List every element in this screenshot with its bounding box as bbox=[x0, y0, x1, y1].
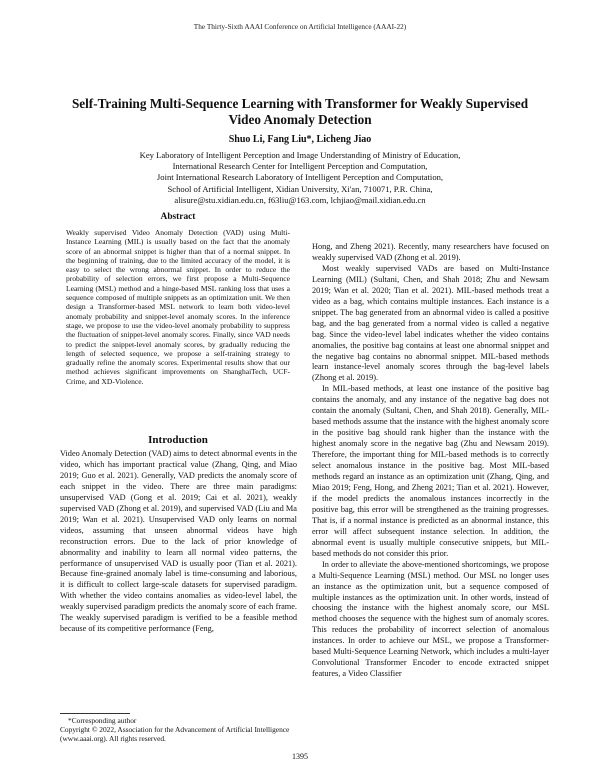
conference-header: The Thirty-Sixth AAAI Conference on Artificial Intelligence (AAAI-22) bbox=[193, 22, 407, 31]
intro-paragraph: Hong, and Zheng 2021). Recently, many researchers have focused on weakly supervised VAD (Zhong et al. 2019). bbox=[312, 242, 549, 262]
author-emails: alisure@stu.xidian.edu.cn, f63liu@163.com, lchjiao@mail.xidian.edu.cn bbox=[174, 194, 426, 205]
page-number: 1395 bbox=[292, 752, 308, 761]
copyright-note: Copyright © 2022, Association for the Advancement of Artificial Intelligence (www.aaai.org). All rights reserved. bbox=[60, 725, 290, 744]
footnote bbox=[60, 716, 297, 744]
affiliation-line: Joint International Research Laboratory of Intelligent Perception and Computation, bbox=[156, 172, 444, 183]
intro-paragraph: In order to alleviate the above-mentioned shortcomings, we propose a Multi-Sequence Learning (MSL) method. Our MSL no longer uses an instance as the optimization unit, but a sequence composed of multiple instances as the optimization unit. In other words, instead of choosing the instance with the highest anomaly score, our MSL method chooses the sequence with the highest sum of anomaly scores. This reduces the probability of incorrect selection of anomalous instances. In order to achieve our MSL, we propose a Transformer-based Multi-Sequence Learning Network, which includes a multi-layer Convolutional Transformer Encoder to encode extracted snippet features, a Video Classifier bbox=[312, 559, 549, 679]
affiliations bbox=[60, 150, 540, 206]
footnote-rule bbox=[60, 713, 130, 714]
intro-paragraph: Video Anomaly Detection (VAD) aims to detect abnormal events in the video, which has important practical value (Zhang, Qing, and Miao 2019; Guo et al. 2021). Generally, VAD predicts the anomaly score of each snippet in the video. There are three main paradigms: unsupervised VAD (Gong et al. 2019; Cai et al. 2021), weakly supervised VAD (Zhong et al. 2019), and supervised VAD (Liu and Ma 2019; Wan et al. 2021). Unsupervised VAD only learns on normal videos, assuming that unseen abnormal videos have high reconstruction errors. Due to the lack of prior knowledge of abnormality and inability to learn all normal video patterns, the performance of unsupervised VAD is usually poor (Tian et al. 2021). Because fine-grained anomaly label is time-consuming and laborious, it is difficult to collect large-scale datasets for supervised paradigm. With whether the video contains anomalies as video-level label, the weakly supervised paradigm predicts the anomaly score of each frame. The weakly supervised paradigm is verified to be a feasible method because of its competitive performance (Feng, bbox=[60, 449, 297, 634]
abstract-heading: Abstract bbox=[160, 212, 196, 222]
abstract-text: Weakly supervised Video Anomaly Detection (VAD) using Multi-Instance Learning (MIL) is usually based on the fact that the anomaly score of an abnormal snippet is higher than that of a normal snippet. In the beginning of training, due to the limited accuracy of the model, it is easy to select the wrong abnormal snippet. In order to reduce the probability of selection errors, we first propose a Multi-Sequence Learning (MSL) method and a hinge-based MSL ranking loss that uses a sequence composed of multiple snippets as an optimization unit. We then design a Transformer-based MSL network to learn both video-level anomaly probability and snippet-level anomaly scores. In the inference stage, we propose to use the video-level anomaly probability to suppress the fluctuation of snippet-level anomaly scores. Finally, since VAD needs to predict the snippet-level anomaly scores, by gradually reducing the length of selected sequence, we propose a self-training strategy to gradually refine the anomaly scores. Experimental results show that our method achieves significant improvements on ShanghaiTech, UCF-Crime, and XD-Violence. bbox=[66, 228, 290, 386]
right-column-body bbox=[312, 242, 549, 680]
left-column-body bbox=[60, 449, 297, 635]
paper-title: Self-Training Multi-Sequence Learning with Transformer for Weakly Supervised Video Anomaly Detection bbox=[71, 96, 529, 127]
corresponding-author-note: *Corresponding author bbox=[68, 716, 137, 725]
affiliation-line: School of Artificial Intelligent, Xidian University, Xi'an, 710071, P.R. China, bbox=[167, 183, 433, 194]
affiliation-line: Key Laboratory of Intelligent Perception and Image Understanding of Ministry of Education, bbox=[139, 150, 461, 160]
intro-paragraph: Most weakly supervised VADs are based on Multi-Instance Learning (MIL) (Sultani, Chen, and Shah 2018; Zhu and Newsam 2019; Wan et al. 2020; Tian et al. 2021). MIL-based methods treat a video as a bag, which contains multiple instances. Each instance is a snippet. The bag generated from an abnormal video is called a positive bag, and the bag generated from a normal video is called a negative bag. Since the video-level label indicates whether the video contains anomalies, the positive bag contains at least one abnormal snippet and the negative bag contains no abnormal snippet. MIL-based methods learn instance-level anomaly scores through the bag-level labels (Zhong et al. 2019). bbox=[312, 263, 549, 383]
introduction-heading: Introduction bbox=[148, 434, 208, 446]
affiliation-line: International Research Center for Intelligent Perception and Computation, bbox=[172, 161, 428, 172]
intro-paragraph: In MIL-based methods, at least one instance of the positive bag contains the anomaly, and any instance of the negative bag does not contain the anomaly (Sultani, Chen, and Shah 2018). Generally, MIL-based methods assume that the instance with the highest anomaly score in the positive bag should rank higher than the instance with the highest anomaly score in the negative bag (Zhu and Newsam 2019). Therefore, the important thing for MIL-based methods is to correctly select anomalous instance in the positive bag. Most MIL-based methods regard an instance as an optimization unit (Zhang, Qing, and Miao 2019; Feng, Hong, and Zheng 2021; Tian et al. 2021). However, if the model predicts the anomalous instances incorrectly in the positive bag, this error will be strengthened as the training progresses. That is, if a normal instance is predicted as an abnormal instance, this error will affect subsequent instance selection. In addition, the abnormal event is usually multiple consecutive snippets, but MIL-based methods do not consider this prior. bbox=[312, 384, 549, 558]
paper-authors: Shuo Li, Fang Liu*, Licheng Jiao bbox=[228, 134, 372, 145]
